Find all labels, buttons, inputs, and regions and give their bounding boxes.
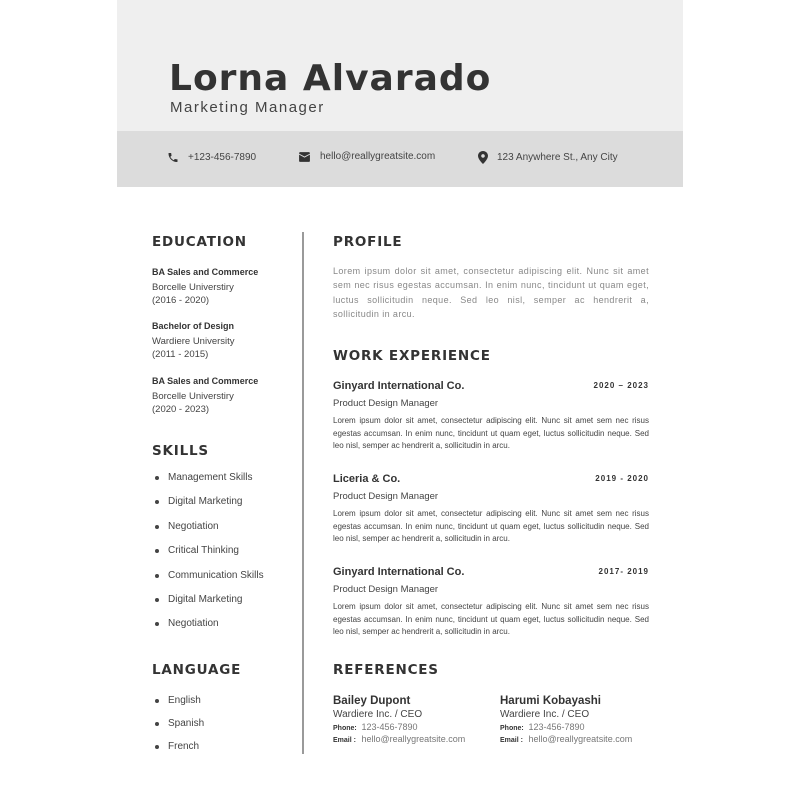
language-title: LANGUAGE xyxy=(152,662,242,678)
contact-email-text: hello@reallygreatsite.com xyxy=(320,151,436,162)
job-years: 2019 - 2020 xyxy=(595,474,649,483)
job-description: Lorem ipsum dolor sit amet, consectetur adipiscing elit. Nunc sit amet sem nec risus egestas accumsan. In enim nunc, tincidunt ut quam eget, luctus sollicitudin neque. Sed leo nisl, semper ac hendrerit a, sollicitudin in arcu. xyxy=(333,602,649,637)
job-position: Product Design Manager xyxy=(333,584,439,595)
job-entry xyxy=(333,380,649,453)
job-description: Lorem ipsum dolor sit amet, consectetur adipiscing elit. Nunc sit amet sem nec risus egestas accumsan. In enim nunc, tincidunt ut quam eget, luctus sollicitudin neque. Sed leo nisl, semper ac hendrerit a, sollicitudin in arcu. xyxy=(333,509,649,544)
reference-phone-label: Phone: xyxy=(333,725,357,732)
reference-entry xyxy=(500,695,660,744)
education-item xyxy=(152,321,302,360)
reference-name: Harumi Kobayashi xyxy=(500,695,601,707)
skill-item: Digital Marketing xyxy=(152,594,264,618)
column-divider xyxy=(302,232,304,754)
language-list xyxy=(152,695,204,764)
reference-org: Wardiere Inc. / CEO xyxy=(333,709,423,720)
skill-item: Communication Skills xyxy=(152,570,264,594)
reference-email xyxy=(333,734,493,744)
skill-item: Management Skills xyxy=(152,472,264,496)
profile-title: PROFILE xyxy=(333,234,403,250)
job-entry xyxy=(333,473,649,546)
reference-phone-value: 123-456-7890 xyxy=(528,722,585,732)
job-entry xyxy=(333,566,649,639)
education-degree: Bachelor of Design xyxy=(152,321,235,331)
job-years: 2017- 2019 xyxy=(598,567,649,576)
job-header xyxy=(333,380,649,394)
reference-email-value: hello@reallygreatsite.com xyxy=(361,734,466,744)
education-item xyxy=(152,376,302,415)
contact-phone-text: +123-456-7890 xyxy=(188,152,257,163)
skill-item: Critical Thinking xyxy=(152,545,264,569)
job-position: Product Design Manager xyxy=(333,491,439,502)
education-years: (2011 - 2015) xyxy=(152,349,209,360)
language-item: Spanish xyxy=(152,718,204,741)
reference-name: Bailey Dupont xyxy=(333,695,411,707)
reference-email-value: hello@reallygreatsite.com xyxy=(528,734,633,744)
resume-header xyxy=(117,0,683,131)
job-company: Ginyard International Co. xyxy=(333,566,465,578)
education-years: (2016 - 2020) xyxy=(152,295,210,306)
candidate-name: Lorna Alvarado xyxy=(169,58,492,99)
candidate-role: Marketing Manager xyxy=(170,99,325,116)
education-years: (2020 - 2023) xyxy=(152,404,210,415)
job-description: Lorem ipsum dolor sit amet, consectetur adipiscing elit. Nunc sit amet sem nec risus egestas accumsan. In enim nunc, tincidunt ut quam eget, luctus sollicitudin neque. Sed leo nisl, semper ac hendrerit a, sollicitudin in arcu. xyxy=(333,416,649,451)
resume-page xyxy=(117,0,683,800)
education-item xyxy=(152,267,302,306)
job-company: Ginyard International Co. xyxy=(333,380,465,392)
reference-phone-label: Phone: xyxy=(500,725,524,732)
contact-bar xyxy=(117,131,683,187)
reference-email-label: Email : xyxy=(500,737,523,744)
education-degree: BA Sales and Commerce xyxy=(152,376,259,386)
reference-phone xyxy=(500,722,660,732)
skill-item: Digital Marketing xyxy=(152,496,264,520)
contact-email xyxy=(298,151,435,162)
reference-email xyxy=(500,734,660,744)
reference-phone xyxy=(333,722,493,732)
envelope-icon xyxy=(298,151,311,162)
references-title: REFERENCES xyxy=(333,662,439,678)
job-position: Product Design Manager xyxy=(333,398,439,409)
profile-text: Lorem ipsum dolor sit amet, consectetur adipiscing elit. Nunc sit amet sem nec risus egestas accumsan. In enim nunc, tincidunt ut quam eget, luctus sollicitudin neque. Sed leo nisl, semper ac hendrerit a, sollicitudin in arcu. xyxy=(333,266,649,319)
contact-address xyxy=(478,151,618,164)
skills-title: SKILLS xyxy=(152,443,209,459)
job-header xyxy=(333,473,649,487)
skill-item: Negotiation xyxy=(152,521,264,545)
education-school: Wardiere University xyxy=(152,336,235,347)
education-title: EDUCATION xyxy=(152,234,247,250)
work-experience-title: WORK EXPERIENCE xyxy=(333,348,491,364)
contact-phone xyxy=(167,151,256,164)
phone-icon xyxy=(167,151,179,164)
location-pin-icon xyxy=(478,151,488,164)
reference-org: Wardiere Inc. / CEO xyxy=(500,709,590,720)
education-degree: BA Sales and Commerce xyxy=(152,267,259,277)
skill-item: Negotiation xyxy=(152,618,264,642)
reference-phone-value: 123-456-7890 xyxy=(361,722,418,732)
language-item: French xyxy=(152,741,204,764)
contact-address-text: 123 Anywhere St., Any City xyxy=(497,152,618,163)
language-item: English xyxy=(152,695,204,718)
reference-email-label: Email : xyxy=(333,737,356,744)
skills-list xyxy=(152,472,264,643)
education-school: Borcelle Universtiry xyxy=(152,391,234,402)
job-company: Liceria & Co. xyxy=(333,473,401,485)
reference-entry xyxy=(333,695,493,744)
job-years: 2020 – 2023 xyxy=(593,381,649,390)
job-header xyxy=(333,566,649,580)
education-school: Borcelle Universtiry xyxy=(152,282,234,293)
